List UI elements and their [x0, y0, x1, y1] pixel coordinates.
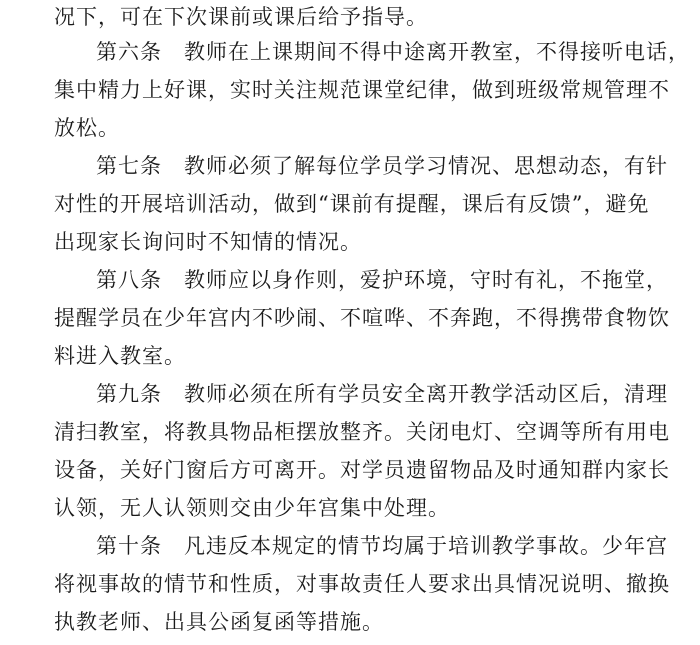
text-line: 凡违反本规定的情节均属于培训教学事故。少年宫 — [184, 534, 668, 558]
text-line: 认领，无人认领则交由少年宫集中处理。 — [54, 496, 450, 520]
text-line: 放松。 — [54, 116, 120, 140]
article-9-first-line — [96, 375, 668, 413]
text-line: 教师必须了解每位学员学习情况、思想动态，有针 — [184, 154, 668, 178]
text-line: 况下，可在下次课前或课后给予指导。 — [54, 5, 428, 29]
text-line: 设备，关好门窗后方可离开。对学员遗留物品及时通知群内家长 — [54, 458, 670, 482]
article-7-heading: 第七条 — [96, 154, 162, 178]
text-line: 将视事故的情节和性质，对事故责任人要求出具情况说明、撤换 — [54, 572, 670, 596]
text-line: 教师必须在所有学员安全离开教学活动区后，清理 — [184, 382, 668, 406]
article-10-heading: 第十条 — [96, 534, 162, 558]
article-6-heading: 第六条 — [96, 40, 162, 64]
text-line: 教师应以身作则，爱护环境，守时有礼，不拖堂， — [184, 268, 668, 292]
text-line: 教师在上课期间不得中途离开教室，不得接听电话， — [184, 40, 690, 64]
text-line: 集中精力上好课，实时关注规范课堂纪律，做到班级常规管理不 — [54, 78, 670, 102]
article-7-first-line — [96, 147, 668, 185]
text-line: 出现家长询问时不知情的情况。 — [54, 230, 362, 254]
text-line: 提醒学员在少年宫内不吵闹、不喧哗、不奔跑，不得携带食物饮 — [54, 306, 670, 330]
article-8-heading: 第八条 — [96, 268, 162, 292]
text-line: 对性的开展培训活动，做到“课前有提醒，课后有反馈”，避免 — [54, 192, 650, 216]
article-6-first-line — [96, 33, 690, 71]
text-line: 清扫教室，将教具物品柜摆放整齐。关闭电灯、空调等所有用电 — [54, 420, 670, 444]
text-line: 执教老师、出具公函复函等措施。 — [54, 610, 384, 634]
text-line: 料进入教室。 — [54, 344, 186, 368]
article-9-heading: 第九条 — [96, 382, 162, 406]
article-8-first-line — [96, 261, 668, 299]
article-10-first-line — [96, 527, 668, 565]
